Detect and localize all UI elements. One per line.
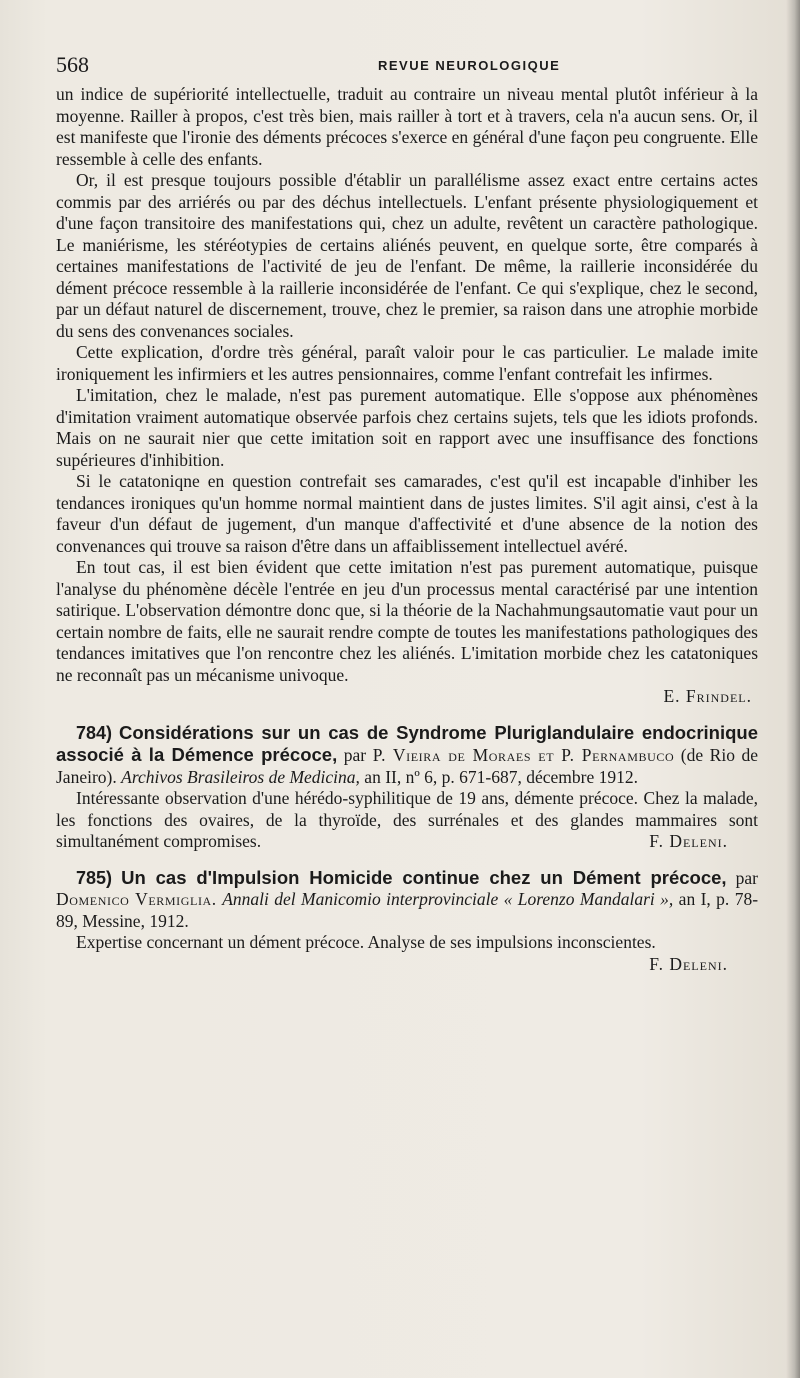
paragraph: L'imitation, chez le malade, n'est pas purement automatique. Elle s'oppose aux phénomènes d'imitation vraiment automatique observée parfois chez certains sujets, tels que les idiots profonds. Mais on ne saurait nier que cette imitation soit en rapport avec une insuffisance des fonctions supérieures d'inhibition. xyxy=(56,385,758,470)
review-by: par xyxy=(343,745,367,765)
review-citation: an I, p. 78-89, Messine, 1912. xyxy=(56,889,759,931)
paragraph: En tout cas, il est bien évident que cette imitation n'est pas purement automatique, puisque l'analyse du phénomène décèle l'entrée en jeu d'un processus mental caractérisé par une intention satirique. L'observation démontre donc que, si la théorie de la Nachahmungsautomatie vaut pour un certain nombre de faits, elle ne saurait rendre compte de toutes les manifestations pathologiques des tendances imitatives que l'on rencontre chez les aliénés. L'imitation morbide chez les catatoniques ne reconnaît pas un mécanisme univoque. xyxy=(56,557,758,685)
review-body xyxy=(56,788,758,853)
paragraph: Si le catatoniqne en question contrefait ses camarades, c'est qu'il est incapable d'inhiber les tendances ironiques qu'un homme normal maintient dans de justes limites. S'il agit ainsi, c'est à la faveur d'un défaut de jugement, d'un manque d'affectivité et d'une absence de la notion des convenances qui trouve sa raison d'être dans un affaiblissement intellectuel avéré. xyxy=(56,471,758,556)
review-heading xyxy=(56,722,758,789)
review-text: Intéressante observation d'une hérédo-syphilitique de 19 ans, démente précoce. Chez la malade, les fonctions des ovaires, de la thyroïde, des surrénales et des glandes mammaires sont simultanément compromises. xyxy=(56,788,758,851)
page-number: 568 xyxy=(56,52,89,77)
review-journal: Annali del Manicomio interprovinciale « Lorenzo Mandalari », xyxy=(222,889,674,909)
paragraph: Cette explication, d'ordre très général, paraît valoir pour le cas particulier. Le malade imite ironiquement les infirmiers et les autres pensionnaires, comme l'enfant contrefait les infirmes. xyxy=(56,342,758,384)
review-authors: Domenico Vermiglia. xyxy=(56,889,217,909)
page-edge-shadow xyxy=(786,0,800,1378)
running-title: REVUE NEUROLOGIQUE xyxy=(378,58,561,73)
review-by: par xyxy=(735,867,759,888)
reviewer-signature: F. Deleni. xyxy=(649,953,728,974)
review-entry-785 xyxy=(56,866,759,974)
review-body xyxy=(56,932,758,974)
reviewer-signature: F. Deleni. xyxy=(649,831,728,851)
review-authors: P. Vieira de Moraes et P. Pernambuco xyxy=(372,745,675,765)
review-journal: Archivos Brasileiros de Medicina, xyxy=(121,766,360,787)
main-text xyxy=(56,84,758,975)
review-text: Expertise concernant un dément précoce. Analyse de ses impulsions inconscientes. xyxy=(76,932,656,952)
review-entry-784 xyxy=(56,722,758,853)
review-heading xyxy=(56,867,758,933)
review-citation: an II, nº 6, p. 671-687, décembre 1912. xyxy=(364,766,638,787)
review-title: Considérations sur un cas de Syndrome Pluriglandulaire endocrinique associé à la Démence précoce, xyxy=(56,721,759,765)
paragraph: un indice de supériorité intellectuelle, traduit au contraire un niveau mental plutôt inférieur à la moyenne. Railler à propos, c'est très bien, mais railler à tort et à travers, cela n'a aucun sens. Or, il est manifeste que l'ironie des déments précoces s'exerce en général d'une façon peu congruente. Elle ressemble à celle des enfants. xyxy=(56,84,758,169)
review-place: (de Rio de Janeiro). xyxy=(56,745,759,787)
author-signature: E. Frindel. xyxy=(663,686,752,706)
review-number: 784) xyxy=(76,722,113,743)
review-title: Un cas d'Impulsion Homicide continue chez un Dément précoce, xyxy=(121,866,727,888)
review-number: 785) xyxy=(76,867,113,888)
page-header xyxy=(56,52,756,82)
paragraph: Or, il est presque toujours possible d'établir un parallélisme assez exact entre certains actes commis par des arriérés ou par des déchus intellectuels. L'enfant présente physiologiquement et d'une façon transitoire des manifestations qui, chez un adulte, revêtent un caractère pathologique. Le maniérisme, les stéréotypies de certains aliénés peuvent, en quelque sorte, être comparés à certaines manifestations de l'activité de jeu de l'enfant. De même, la raillerie inconsidérée du dément précoce ressemble à la raillerie inconsidérée de l'enfant. Ce qui s'explique, chez le second, par un défaut naturel de discernement, trouve, chez le premier, sa raison dans une atrophie morbide du sens des convenances sociales. xyxy=(56,170,758,341)
